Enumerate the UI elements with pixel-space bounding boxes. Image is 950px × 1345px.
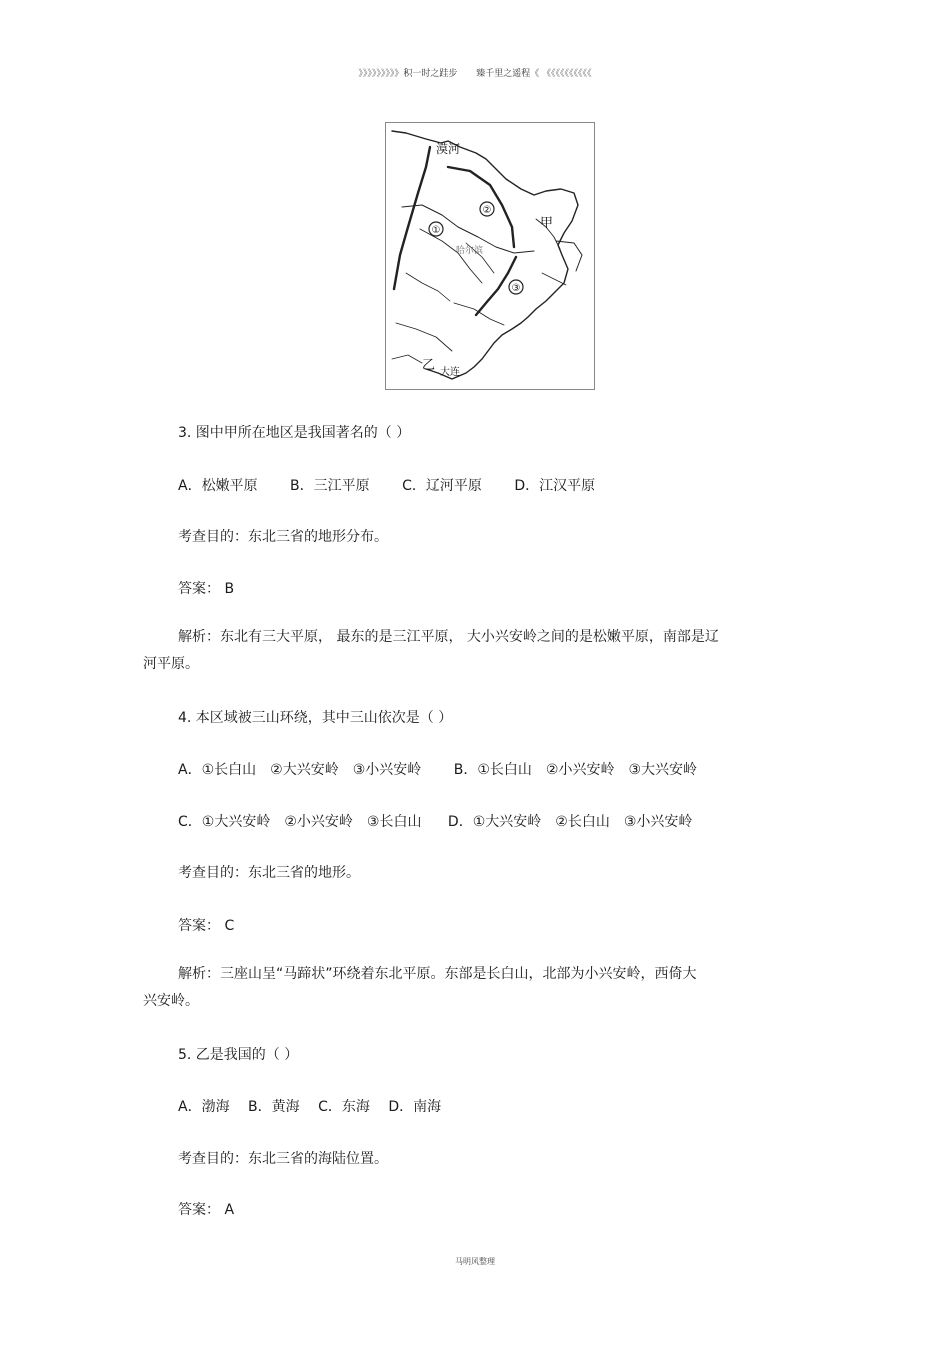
q4-option-d-3: ③小兴安岭 xyxy=(623,814,693,830)
q4-option-a-2: ②大兴安岭 xyxy=(270,762,339,778)
northeast-map xyxy=(385,122,595,390)
q4-purpose: 考查目的：东北三省的地形。 xyxy=(178,865,360,881)
q4-option-d-1: ①大兴安岭 xyxy=(472,814,542,830)
q4-analysis-line1: 解析：三座山呈“马蹄状”环绕着东北平原。东部是长白山，北部为小兴安岭，西倚大 xyxy=(178,966,697,982)
q4-option-c-2: ②小兴安岭 xyxy=(284,814,353,830)
q3-question: 3. 图中甲所在地区是我国著名的（ ） xyxy=(178,425,411,441)
q3-option-a: A．松嫩平原 xyxy=(178,478,258,494)
q3-option-d: D．江汉平原 xyxy=(514,478,596,494)
q4-analysis xyxy=(143,961,783,1015)
q4-option-d-label: D． xyxy=(447,814,473,830)
label-jia: 甲 xyxy=(540,216,554,231)
label-circle-2: ② xyxy=(482,205,492,216)
q5-option-a: A．渤海 xyxy=(178,1099,230,1115)
q4-option-c-3: ③长白山 xyxy=(366,814,422,830)
label-dalian: 大连 xyxy=(440,367,460,378)
header-right: 臻千里之遥程《 《《《《《《《《《《 xyxy=(476,69,592,79)
q4-option-a-1: ①长白山 xyxy=(201,762,257,778)
page-header xyxy=(0,66,950,79)
q4-option-b-2: ②小兴安岭 xyxy=(545,762,615,778)
label-yi: 乙 xyxy=(422,358,436,373)
q4-option-d-2: ②长白山 xyxy=(555,814,610,830)
q5-option-d: D．南海 xyxy=(388,1099,442,1115)
label-circle-3: ③ xyxy=(511,283,521,294)
q3-answer: 答案： B xyxy=(178,581,235,597)
q4-option-c-1: ①大兴安岭 xyxy=(201,814,271,830)
page-footer: 马明风整理 xyxy=(455,1257,495,1266)
q3-options xyxy=(178,475,623,495)
q4-options-ab xyxy=(178,759,697,779)
q4-option-c-label: C． xyxy=(178,814,202,830)
q4-analysis-line2: 兴安岭。 xyxy=(143,993,199,1009)
q4-answer: 答案： C xyxy=(178,918,235,934)
map-figure xyxy=(386,123,594,389)
q4-option-b-label: B． xyxy=(453,762,478,778)
header-left: 》》》》》》》》》积一时之跬步 xyxy=(358,69,458,79)
q5-option-b: B．黄海 xyxy=(248,1099,300,1115)
label-haerbin: 哈尔滨 xyxy=(456,246,484,256)
q3-option-b: B．三江平原 xyxy=(290,478,370,494)
q5-answer: 答案： A xyxy=(178,1202,235,1218)
q4-options-cd xyxy=(178,811,692,831)
q3-analysis-line1: 解析：东北有三大平原， 最东的是三江平原， 大小兴安岭之间的是松嫩平原，南部是辽 xyxy=(178,629,719,645)
q4-question: 4. 本区域被三山环绕，其中三山依次是（ ） xyxy=(178,710,453,726)
q4-option-b-3: ③大兴安岭 xyxy=(628,762,698,778)
q4-option-a-3: ③小兴安岭 xyxy=(352,762,422,778)
label-mohe: 漠河 xyxy=(436,142,461,156)
q3-analysis-line2: 河平原。 xyxy=(143,656,199,672)
q5-question: 5. 乙是我国的（ ） xyxy=(178,1047,299,1063)
q3-option-c: C．辽河平原 xyxy=(402,478,482,494)
q3-purpose: 考查目的：东北三省的地形分布。 xyxy=(178,529,388,545)
q3-analysis xyxy=(143,624,783,678)
q5-options xyxy=(178,1096,455,1116)
q4-option-a-label: A． xyxy=(178,762,202,778)
q5-option-c: C．东海 xyxy=(318,1099,370,1115)
q4-option-b-1: ①长白山 xyxy=(477,762,532,778)
label-circle-1: ① xyxy=(431,225,441,236)
q5-purpose: 考查目的：东北三省的海陆位置。 xyxy=(178,1151,388,1167)
